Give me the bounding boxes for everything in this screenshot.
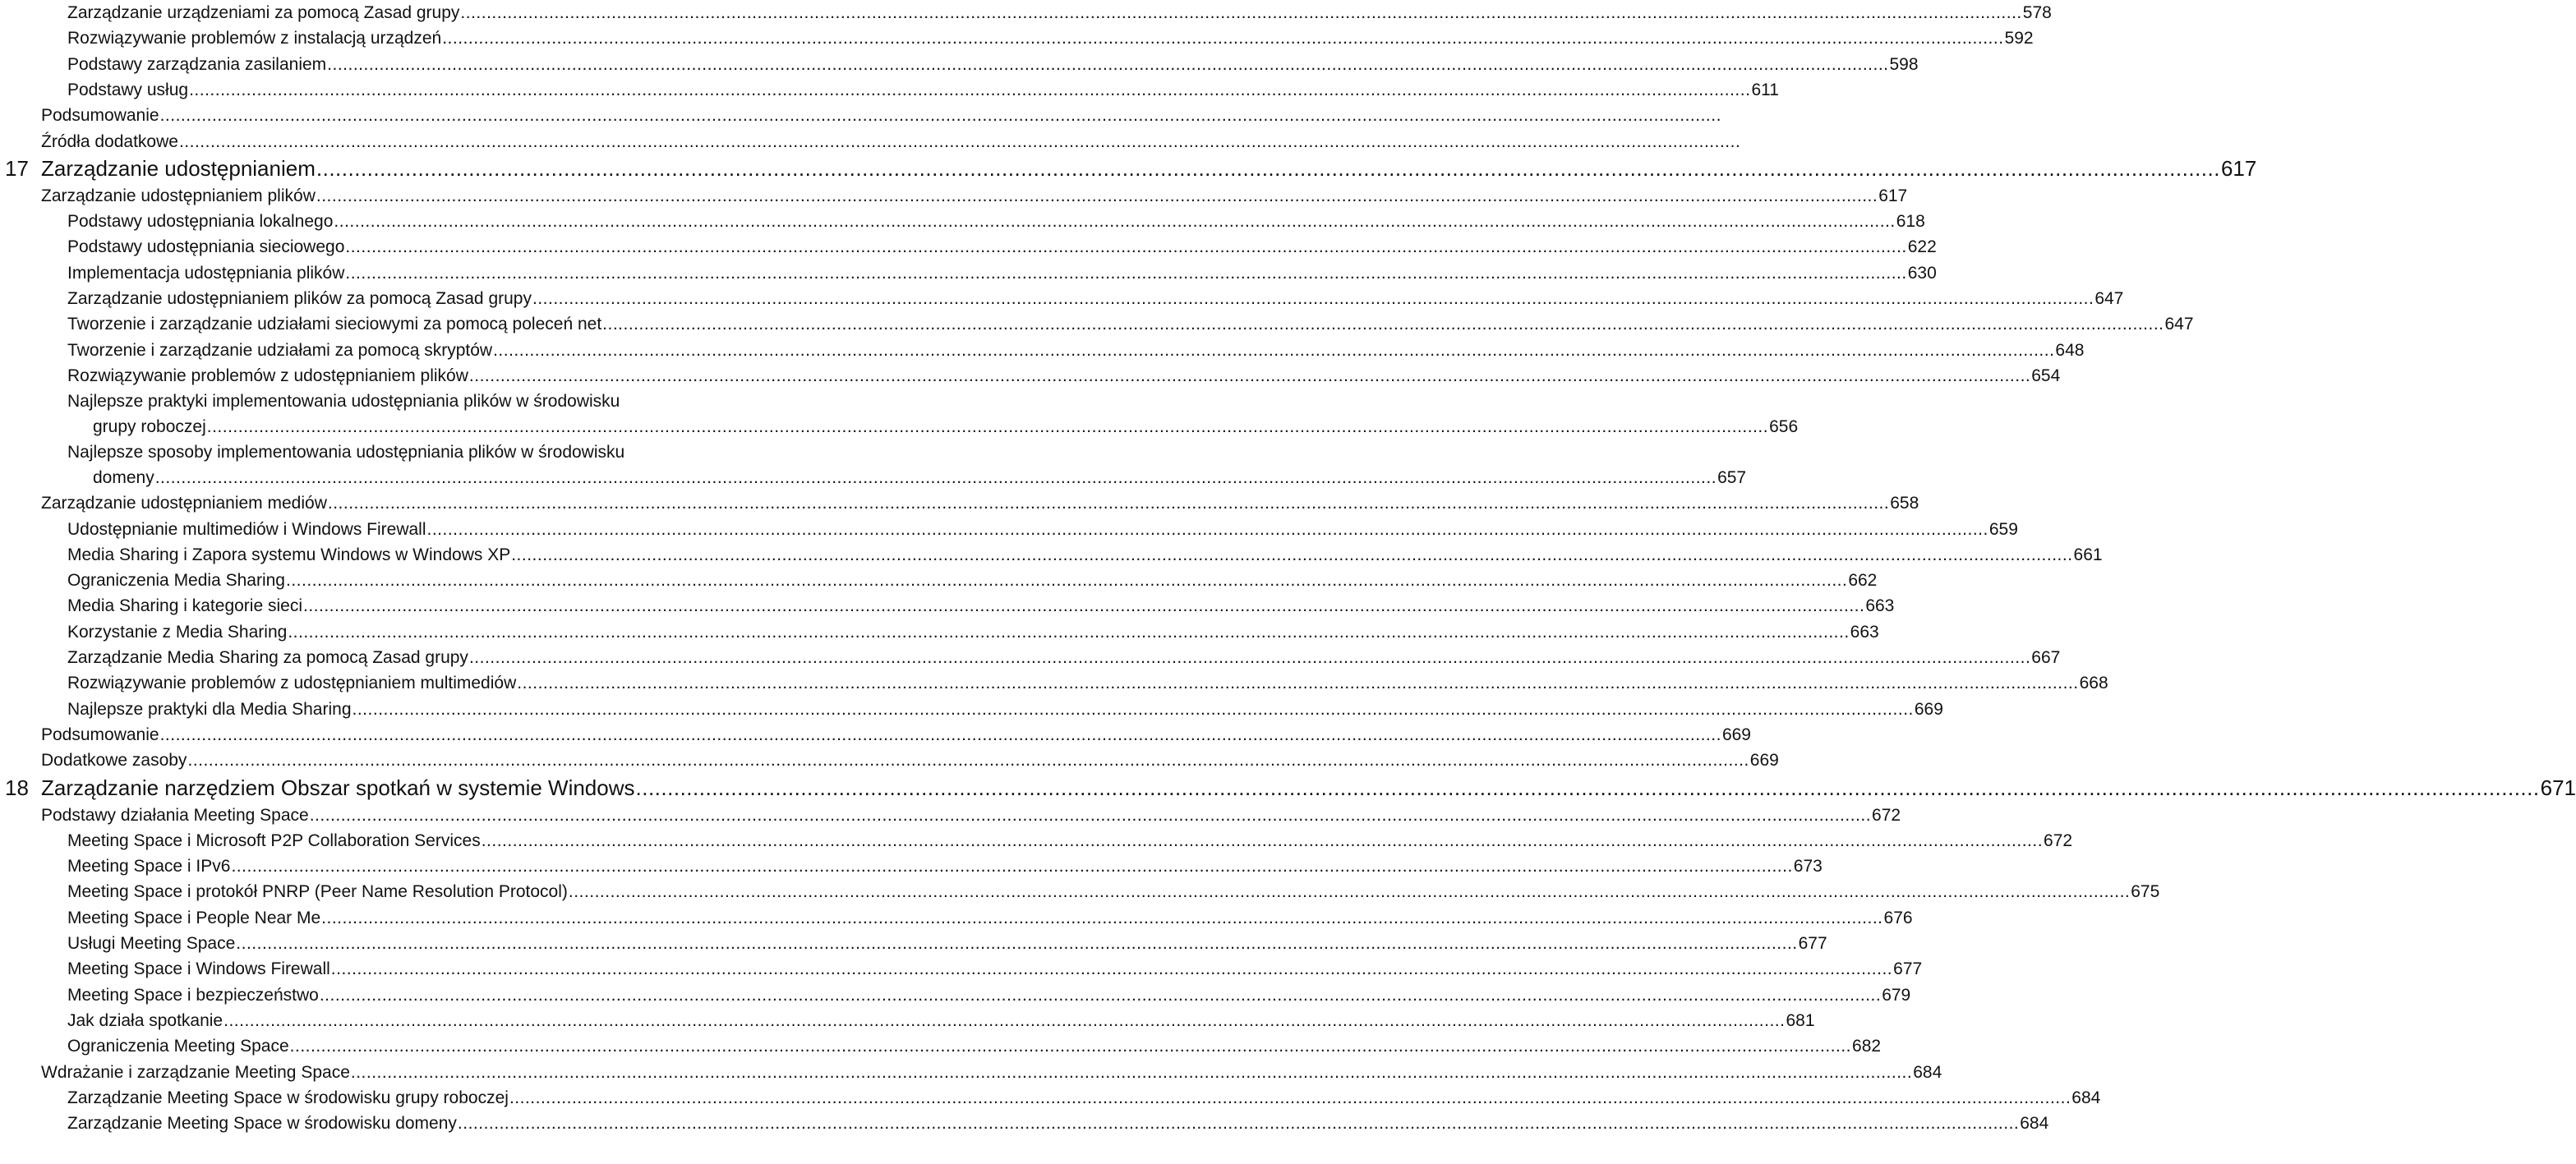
- dot-leader: ............................................................................................................................................................................................................................................................................................................: [511, 545, 2073, 564]
- dot-leader: ............................................................................................................................................................................................................................................................................................................: [334, 212, 1896, 232]
- page-number: 648: [2055, 340, 2085, 360]
- dot-leader: ............................................................................................................................................................................................................................................................................................................: [568, 882, 2131, 902]
- dot-leader: ............................................................................................................................................................................................................................................................................................................: [302, 596, 1865, 616]
- toc-entry: [0, 52, 1919, 77]
- dot-leader: ............................................................................................................................................................................................................................................................................................................: [635, 775, 2540, 800]
- chapter-number: 17: [5, 155, 29, 181]
- toc-entry: [0, 490, 1919, 516]
- entry-title: grupy roboczej: [93, 417, 206, 437]
- dot-leader: ............................................................................................................................................................................................................................................................................................................: [345, 237, 1907, 257]
- page-number: 673: [1793, 857, 1823, 876]
- toc-entry: [0, 1008, 1815, 1033]
- entry-title: Najlepsze praktyki implementowania udostępniania plików w środowisku: [67, 392, 620, 412]
- entry-title: Podstawy zarządzania zasilaniem: [67, 54, 327, 74]
- dot-leader: ............................................................................................................................................................................................................................................................................................................: [493, 340, 2055, 360]
- entry-title: Meeting Space i Microsoft P2P Collaboration Services: [67, 830, 481, 850]
- page-number: 656: [1769, 417, 1799, 437]
- dot-leader: ............................................................................................................................................................................................................................................................................................................: [352, 699, 1914, 719]
- entry-title: Podsumowanie: [41, 106, 159, 126]
- dot-leader: ............................................................................................................................................................................................................................................................................................................: [206, 417, 1769, 437]
- entry-title: Zarządzanie Meeting Space w środowisku domeny: [67, 1114, 457, 1134]
- page-number: 684: [2071, 1088, 2101, 1107]
- toc-entry: [0, 619, 1879, 645]
- page-number: 663: [1850, 622, 1879, 642]
- entry-title: Wdrażanie i zarządzanie Meeting Space: [41, 1062, 350, 1082]
- page-number: 657: [1717, 468, 1747, 488]
- entry-title: Zarządzanie udostępnianiem: [41, 155, 316, 181]
- entry-title: Meeting Space i protokół PNRP (Peer Name Resolution Protocol): [67, 882, 568, 902]
- dot-leader: ............................................................................................................................................................................................................................................................................................................: [316, 186, 1878, 205]
- toc-entry: [0, 517, 2018, 542]
- toc-entry: [0, 1060, 1942, 1085]
- toc-entry: [0, 568, 1878, 593]
- page-number: 592: [2004, 29, 2034, 48]
- dot-leader: ............................................................................................................................................................................................................................................................................................................: [345, 263, 1907, 283]
- entry-title: Zarządzanie Meeting Space w środowisku grupy roboczej: [67, 1088, 509, 1107]
- entry-title: Rozwiązywanie problemów z udostępnianiem multimediów: [67, 674, 517, 693]
- entry-title: Usługi Meeting Space: [67, 934, 236, 953]
- dot-leader: ............................................................................................................................................................................................................................................................................................................: [159, 725, 1721, 744]
- page-number: 630: [1907, 263, 1937, 283]
- toc-entry: [0, 260, 1937, 286]
- entry-title: Dodatkowe zasoby: [41, 751, 187, 771]
- toc-entry: [0, 853, 1823, 879]
- entry-title: Zarządzanie udostępnianiem plików: [41, 186, 316, 205]
- entry-title: Tworzenie i zarządzanie udziałami sieciowymi za pomocą poleceń net: [67, 315, 602, 334]
- toc-entry: [0, 389, 1799, 439]
- page-number: 647: [2094, 289, 2124, 308]
- dot-leader: ............................................................................................................................................................................................................................................................................................................: [442, 29, 2004, 48]
- entry-title: Podstawy działania Meeting Space: [41, 805, 309, 825]
- toc-entry: [0, 931, 1827, 956]
- dot-leader: ............................................................................................................................................................................................................................................................................................................: [509, 1088, 2071, 1107]
- dot-leader: ............................................................................................................................................................................................................................................................................................................: [350, 1062, 1913, 1082]
- page-number: 672: [1872, 805, 1901, 825]
- toc-entry: [0, 311, 2194, 337]
- toc-entry: [0, 1111, 2049, 1136]
- toc-entry: [0, 803, 1901, 828]
- entry-title: Meeting Space i IPv6: [67, 857, 231, 876]
- entry-title: Jak działa spotkanie: [67, 1010, 223, 1030]
- dot-leader: ............................................................................................................................................................................................................................................................................................................: [187, 751, 1749, 771]
- dot-leader: ............................................................................................................................................................................................................................................................................................................: [316, 155, 2220, 181]
- entry-title: Najlepsze sposoby implementowania udostępniania plików w środowisku: [67, 443, 625, 462]
- entry-title: Ograniczenia Meeting Space: [67, 1037, 289, 1056]
- entry-title: Tworzenie i zarządzanie udziałami za pomocą skryptów: [67, 340, 493, 360]
- toc-entry: [0, 905, 1913, 931]
- toc-entry: [0, 697, 1943, 722]
- dot-leader: ............................................................................................................................................................................................................................................................................................................: [154, 468, 1717, 488]
- toc-entry: [0, 0, 2052, 25]
- dot-leader: ............................................................................................................................................................................................................................................................................................................: [288, 622, 1850, 642]
- toc-entry: [0, 1033, 1882, 1059]
- page-number: 661: [2073, 545, 2103, 564]
- toc-entry: [0, 722, 1751, 748]
- page-number: 622: [1907, 237, 1937, 257]
- entry-title: Implementacja udostępniania plików: [67, 263, 345, 283]
- dot-leader: ............................................................................................................................................................................................................................................................................................................: [159, 106, 1721, 126]
- toc-entry: [0, 338, 2085, 363]
- dot-leader: ............................................................................................................................................................................................................................................................................................................: [309, 805, 1872, 825]
- entry-title: Źródła dodatkowe: [41, 131, 178, 151]
- dot-leader: ............................................................................................................................................................................................................................................................................................................: [236, 934, 1798, 953]
- entry-title: Media Sharing i kategorie sieci: [67, 596, 302, 616]
- page-number: 618: [1896, 212, 1925, 232]
- dot-leader: ............................................................................................................................................................................................................................................................................................................: [321, 908, 1883, 927]
- page-number: 669: [1914, 699, 1943, 719]
- page-number: 654: [2031, 366, 2061, 385]
- page-number: 647: [2164, 315, 2194, 334]
- toc-entry: [0, 956, 1923, 982]
- entry-title: domeny: [93, 468, 154, 488]
- entry-title: Ograniczenia Media Sharing: [67, 571, 285, 591]
- toc-entry: [0, 183, 1908, 209]
- page-number: 677: [1798, 934, 1827, 953]
- dot-leader: ............................................................................................................................................................................................................................................................................................................: [189, 80, 1751, 99]
- page-number: 677: [1893, 959, 1923, 979]
- dot-leader: ............................................................................................................................................................................................................................................................................................................: [457, 1114, 2020, 1134]
- dot-leader: ............................................................................................................................................................................................................................................................................................................: [285, 571, 1848, 591]
- toc-entry: [0, 439, 1747, 490]
- toc-entry: [0, 593, 1895, 619]
- entry-title: Zarządzanie Media Sharing za pomocą Zasad grupy: [67, 648, 468, 667]
- page-number: 681: [1786, 1010, 1815, 1030]
- entry-title: Meeting Space i bezpieczeństwo: [67, 985, 319, 1005]
- page-number: 667: [2031, 648, 2061, 667]
- entry-title: Meeting Space i People Near Me: [67, 908, 321, 927]
- page-number: 598: [1889, 54, 1919, 74]
- toc-entry: [0, 1085, 2101, 1111]
- page-number: 684: [2020, 1114, 2049, 1134]
- toc-entry: [0, 542, 2103, 568]
- toc-entry: [0, 645, 2061, 670]
- entry-title: Rozwiązywanie problemów z udostępnianiem plików: [67, 366, 468, 385]
- page-number: 684: [1913, 1062, 1942, 1082]
- toc-entry: [0, 234, 1937, 260]
- dot-leader: ............................................................................................................................................................................................................................................................................................................: [223, 1010, 1786, 1030]
- toc-entry: [0, 670, 2108, 696]
- toc-chapter: [0, 155, 2257, 182]
- toc-entry: [0, 879, 2160, 904]
- dot-leader: ............................................................................................................................................................................................................................................................................................................: [319, 985, 1882, 1005]
- page-number: 679: [1882, 985, 1911, 1005]
- entry-title: Podstawy udostępniania lokalnego: [67, 212, 334, 232]
- dot-leader: ............................................................................................................................................................................................................................................................................................................: [330, 959, 1893, 979]
- page-number: 659: [1988, 519, 2018, 539]
- page-number: 682: [1852, 1037, 1882, 1056]
- dot-leader: ............................................................................................................................................................................................................................................................................................................: [532, 289, 2094, 308]
- toc-chapter: [0, 775, 2576, 801]
- entry-title: Zarządzanie urządzeniami za pomocą Zasad grupy: [67, 3, 460, 22]
- page-number: 671: [2540, 775, 2576, 800]
- dot-leader: ............................................................................................................................................................................................................................................................................................................: [327, 494, 1890, 513]
- page-number: 663: [1865, 596, 1895, 616]
- toc-entry: [0, 982, 1911, 1008]
- dot-leader: ............................................................................................................................................................................................................................................................................................................: [327, 54, 1889, 74]
- page-number: 611: [1751, 80, 1779, 99]
- dot-leader: ............................................................................................................................................................................................................................................................................................................: [468, 366, 2031, 385]
- page-number: 578: [2022, 3, 2052, 22]
- toc-entry: [0, 25, 2034, 51]
- toc-entry: [0, 363, 2061, 389]
- page-number: 669: [1721, 725, 1751, 744]
- entry-title: Udostępnianie multimediów i Windows Firewall: [67, 519, 426, 539]
- dot-leader: ............................................................................................................................................................................................................................................................................................................: [468, 648, 2031, 667]
- entry-title: Meeting Space i Windows Firewall: [67, 959, 330, 979]
- page-number: 617: [1878, 186, 1908, 205]
- entry-title: Podstawy usług: [67, 80, 189, 99]
- entry-title: Podsumowanie: [41, 725, 159, 744]
- dot-leader: ............................................................................................................................................................................................................................................................................................................: [517, 674, 2079, 693]
- dot-leader: ............................................................................................................................................................................................................................................................................................................: [481, 830, 2044, 850]
- entry-title: Zarządzanie narzędziem Obszar spotkań w systemie Windows: [41, 775, 635, 800]
- toc-entry: [0, 103, 1721, 128]
- page-number: 617: [2220, 155, 2257, 181]
- dot-leader: ............................................................................................................................................................................................................................................................................................................: [426, 519, 1988, 539]
- entry-title: Korzystanie z Media Sharing: [67, 622, 288, 642]
- toc-entry: [0, 129, 1741, 154]
- page-number: 669: [1749, 751, 1779, 771]
- entry-title: Podstawy udostępniania sieciowego: [67, 237, 345, 257]
- dot-leader: ............................................................................................................................................................................................................................................................................................................: [231, 857, 1793, 876]
- page-number: 662: [1848, 571, 1878, 591]
- page-number: 675: [2131, 882, 2160, 902]
- dot-leader: ............................................................................................................................................................................................................................................................................................................: [289, 1037, 1852, 1056]
- entry-title: Rozwiązywanie problemów z instalacją urządzeń: [67, 29, 442, 48]
- page-number: 658: [1890, 494, 1919, 513]
- toc-entry: [0, 828, 2073, 853]
- toc-entry: [0, 77, 1779, 103]
- page-number: 676: [1883, 908, 1913, 927]
- entry-title: Zarządzanie udostępnianiem mediów: [41, 494, 327, 513]
- dot-leader: ............................................................................................................................................................................................................................................................................................................: [178, 131, 1741, 151]
- dot-leader: ............................................................................................................................................................................................................................................................................................................: [602, 315, 2164, 334]
- toc-entry: [0, 286, 2124, 311]
- chapter-number: 18: [5, 775, 29, 800]
- dot-leader: ............................................................................................................................................................................................................................................................................................................: [460, 3, 2022, 22]
- toc-entry: [0, 209, 1925, 234]
- entry-title: Media Sharing i Zapora systemu Windows w Windows XP: [67, 545, 511, 564]
- entry-title: Zarządzanie udostępnianiem plików za pomocą Zasad grupy: [67, 289, 532, 308]
- entry-title: Najlepsze praktyki dla Media Sharing: [67, 699, 352, 719]
- page-number: 668: [2079, 674, 2108, 693]
- toc-entry: [0, 748, 1779, 773]
- page-number: 672: [2044, 830, 2073, 850]
